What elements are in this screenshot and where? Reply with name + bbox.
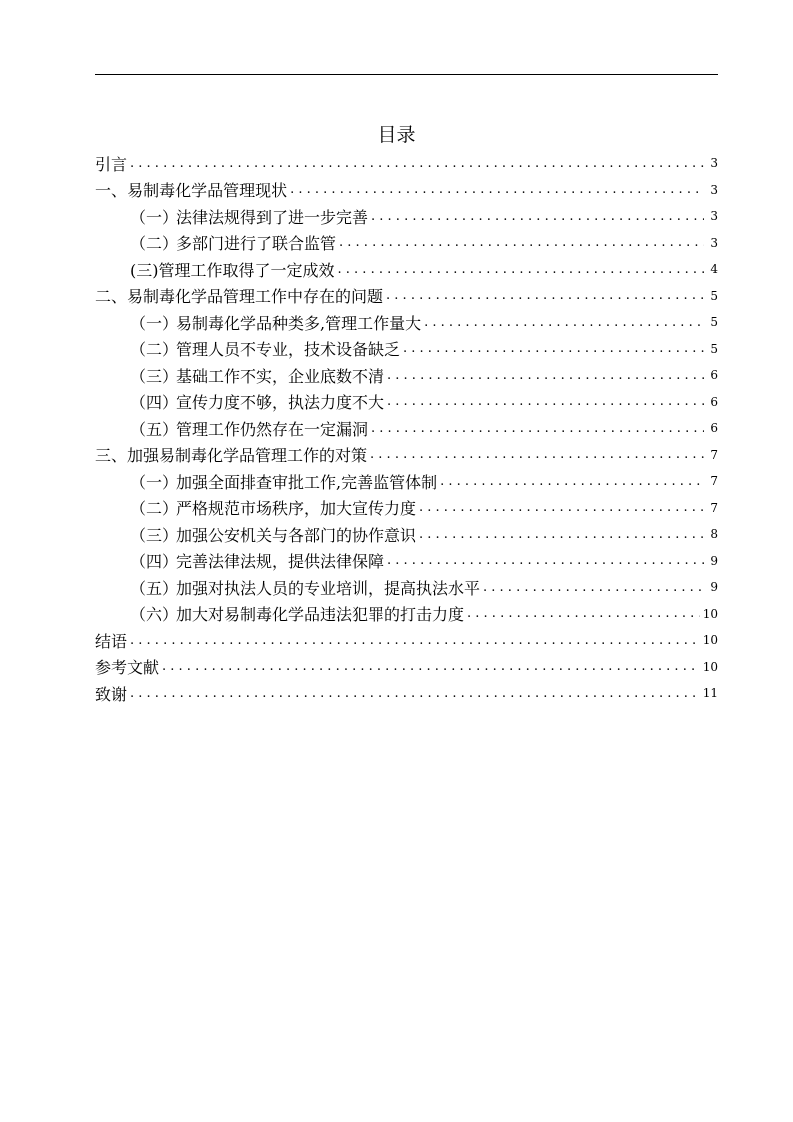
toc-entry-label: 管理人员不专业，技术设备缺乏 — [176, 340, 401, 360]
toc-entry[interactable] — [95, 654, 718, 681]
toc-entry-page: 10 — [702, 606, 718, 621]
toc-entry-label: 加大对易制毒化学品违法犯罪的打击力度 — [176, 605, 465, 625]
toc-entry-page: 10 — [702, 633, 718, 648]
toc-entry-number: （二） — [130, 234, 179, 254]
toc-entry-label: 法律法规得到了进一步完善 — [176, 207, 369, 227]
toc-entry-number: （一） — [130, 472, 179, 492]
dot-leader — [467, 606, 700, 621]
toc-entry-page: 6 — [710, 368, 718, 383]
toc-entry-label: 多部门进行了联合监管 — [176, 234, 337, 254]
toc-entry-page: 3 — [710, 235, 718, 250]
toc-entry-label: 管理工作取得了一定成效 — [158, 260, 335, 280]
toc-entry-page: 4 — [710, 262, 718, 277]
dot-leader — [371, 209, 704, 224]
dot-leader — [386, 288, 704, 303]
toc-entry-label: 完善法律法规，提供法律保障 — [176, 552, 385, 572]
toc-entry[interactable] — [95, 177, 718, 204]
toc-entry-number: （二） — [130, 340, 179, 360]
toc-entry-number: （六） — [130, 605, 179, 625]
toc-entry-label: 加强易制毒化学品管理工作的对策 — [127, 446, 368, 466]
toc-entry[interactable] — [95, 680, 718, 707]
toc-entry-label: 严格规范市场秩序，加大宣传力度 — [176, 499, 417, 519]
toc-entry-number: 三、 — [95, 446, 128, 466]
toc-entry-page: 3 — [710, 182, 718, 197]
toc-entry[interactable] — [95, 203, 718, 230]
toc-entry[interactable] — [95, 495, 718, 522]
dot-leader — [440, 474, 704, 489]
toc-entry-label: 易制毒化学品管理现状 — [127, 181, 288, 201]
toc-entry-number: （三） — [130, 366, 179, 386]
toc-entry[interactable] — [95, 230, 718, 257]
toc-entry[interactable] — [95, 336, 718, 363]
toc-entry-label: 管理工作仍然存在一定漏洞 — [176, 419, 369, 439]
dot-leader — [387, 394, 704, 409]
dot-leader — [130, 156, 704, 171]
toc-entry-label: 基础工作不实，企业底数不清 — [176, 366, 385, 386]
toc-entry[interactable] — [95, 627, 718, 654]
toc-entry[interactable] — [95, 574, 718, 601]
toc-entry-page: 6 — [710, 394, 718, 409]
toc-entry-label: 易制毒化学品管理工作中存在的问题 — [127, 287, 384, 307]
dot-leader — [339, 235, 704, 250]
dot-leader — [403, 341, 704, 356]
toc-entry[interactable] — [95, 468, 718, 495]
header-rule — [95, 74, 718, 75]
toc-entry[interactable] — [95, 309, 718, 336]
dot-leader — [387, 368, 704, 383]
dot-leader — [387, 553, 704, 568]
toc-entry-page: 11 — [702, 686, 718, 701]
dot-leader — [371, 421, 704, 436]
dot-leader — [370, 447, 704, 462]
toc-entry-number: （五） — [130, 419, 179, 439]
toc-entry[interactable] — [95, 442, 718, 469]
toc-entry-page: 3 — [710, 209, 718, 224]
toc-entry-page: 10 — [702, 659, 718, 674]
toc-entry-page: 8 — [710, 527, 718, 542]
toc-entry-number: （三） — [130, 525, 179, 545]
toc-entry-label: 加强公安机关与各部门的协作意识 — [176, 525, 417, 545]
toc-entry[interactable] — [95, 601, 718, 628]
dot-leader — [130, 633, 700, 648]
toc-entry-number: （一） — [130, 313, 179, 333]
toc-entry-page: 9 — [710, 553, 718, 568]
toc-entry-label: 加强对执法人员的专业培训，提高执法水平 — [176, 578, 481, 598]
toc-entry[interactable] — [95, 415, 718, 442]
toc-entry-page: 7 — [710, 474, 718, 489]
dot-leader — [290, 182, 704, 197]
dot-leader — [419, 527, 704, 542]
toc-entry[interactable] — [95, 256, 718, 283]
toc-entry-number: （四） — [130, 552, 179, 572]
toc-entry-number: (三) — [130, 260, 159, 280]
toc-title: 目录 — [377, 124, 416, 146]
toc-entry-label: 结语 — [95, 631, 128, 651]
toc-entry[interactable] — [95, 389, 718, 416]
dot-leader — [338, 262, 704, 277]
table-of-contents — [95, 150, 718, 707]
toc-entry-number: （五） — [130, 578, 179, 598]
toc-entry-page: 7 — [710, 500, 718, 515]
toc-entry-page: 5 — [710, 341, 718, 356]
toc-entry-page: 6 — [710, 421, 718, 436]
toc-entry-number: 二、 — [95, 287, 128, 307]
dot-leader — [162, 659, 700, 674]
toc-entry-page: 7 — [710, 447, 718, 462]
toc-entry-label: 引言 — [95, 154, 128, 174]
dot-leader — [424, 315, 704, 330]
toc-entry-page: 5 — [710, 315, 718, 330]
toc-entry-label: 加强全面排查审批工作,完善监管体制 — [176, 472, 438, 492]
toc-entry[interactable] — [95, 150, 718, 177]
dot-leader — [419, 500, 704, 515]
toc-entry-label: 易制毒化学品种类多,管理工作量大 — [176, 313, 422, 333]
dot-leader — [130, 686, 700, 701]
toc-entry-page: 3 — [710, 156, 718, 171]
toc-entry-number: 一、 — [95, 181, 128, 201]
toc-entry-label: 参考文献 — [95, 658, 160, 678]
toc-entry[interactable] — [95, 521, 718, 548]
toc-entry[interactable] — [95, 548, 718, 575]
toc-entry-page: 5 — [710, 288, 718, 303]
toc-entry-number: （二） — [130, 499, 179, 519]
toc-entry-number: （四） — [130, 393, 179, 413]
toc-entry[interactable] — [95, 283, 718, 310]
toc-entry-number: （一） — [130, 207, 179, 227]
toc-entry-label: 致谢 — [95, 684, 128, 704]
toc-entry-page: 9 — [710, 580, 718, 595]
dot-leader — [483, 580, 704, 595]
toc-entry[interactable] — [95, 362, 718, 389]
toc-entry-label: 宣传力度不够，执法力度不大 — [176, 393, 385, 413]
